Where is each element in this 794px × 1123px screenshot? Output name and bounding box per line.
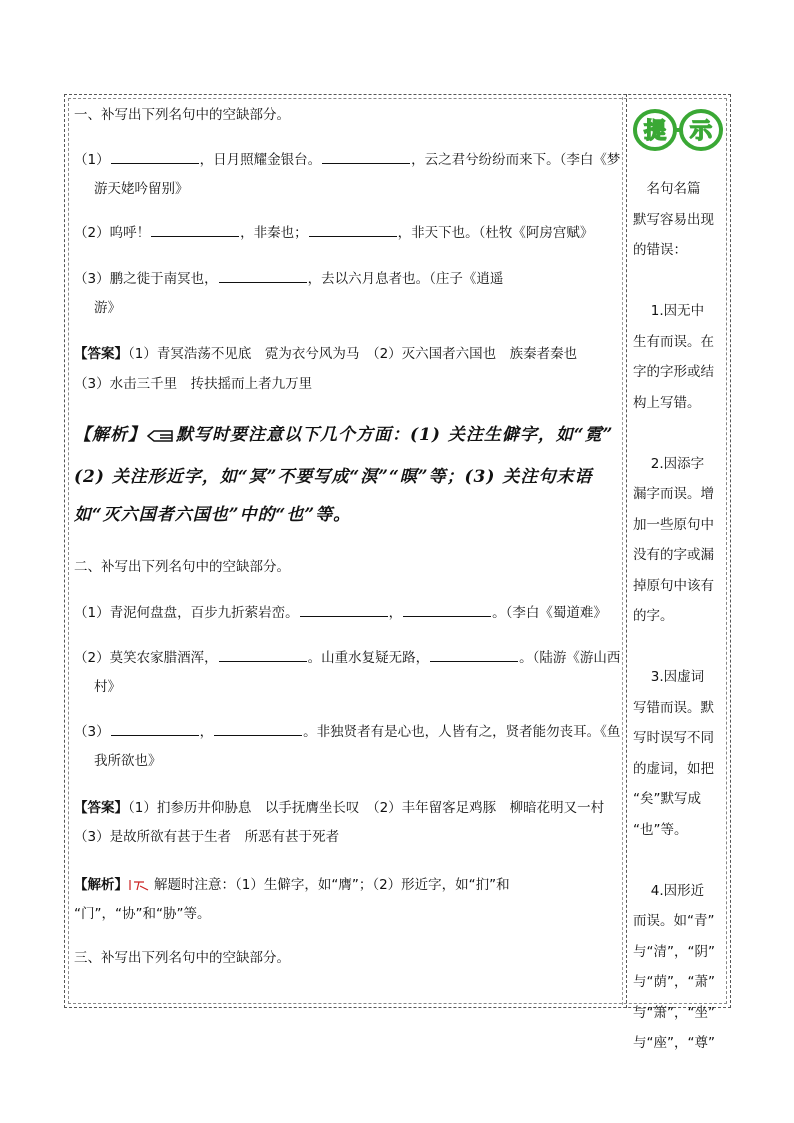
logo-char-1: 提 bbox=[643, 119, 667, 144]
tips-line: 1.因无中 bbox=[633, 303, 705, 319]
s2-answer-cont: （3）是故所欲有甚于生者 所恶有甚于死者 bbox=[74, 829, 340, 845]
tips-line: 而误。如“青” bbox=[633, 913, 715, 929]
tips-line: “也”等。 bbox=[633, 821, 688, 838]
answer-blank[interactable] bbox=[151, 224, 239, 237]
answer-blank[interactable] bbox=[309, 224, 397, 237]
s2-question-3-cont: 我所欲也》 bbox=[94, 753, 162, 769]
s1-question-2: （2）呜呼！ ，非秦也； ，非天下也。（杜牧《阿房宫赋》 bbox=[74, 225, 594, 241]
tips-line: 写错而误。默 bbox=[633, 699, 714, 716]
pointing-hand-icon bbox=[146, 429, 176, 443]
s1-question-1: （1） ，日月照耀金银台。 ，云之君兮纷纷而来下。（李白《梦 bbox=[74, 152, 621, 168]
tips-line: 与“座”，“尊” bbox=[633, 1035, 715, 1051]
tips-line: 的字。 bbox=[633, 608, 674, 624]
analysis-tag: 【解析】 bbox=[74, 425, 146, 445]
s2-question-2: （2）莫笑农家腊酒浑， 。山重水复疑无路， 。（陆游《游山西 bbox=[74, 650, 621, 666]
s2-question-2-cont: 村》 bbox=[94, 679, 121, 695]
answer-blank[interactable] bbox=[111, 151, 199, 164]
answer-blank[interactable] bbox=[219, 270, 307, 283]
s2-analysis: 【解析】 解题时注意：（1）生僻字，如“膺”；（2）形近字，如“扪”和 bbox=[74, 877, 510, 893]
answer-blank[interactable] bbox=[300, 604, 388, 617]
tips-line: 与“荫”，“萧” bbox=[633, 974, 715, 990]
s1-answer: 【答案】（1）青冥浩荡不见底 霓为衣兮风为马 （2）灭六国者六国也 族秦者秦也 bbox=[74, 346, 578, 362]
section-1-title: 一、补写出下列名句中的空缺部分。 bbox=[74, 107, 290, 123]
pen-icon bbox=[128, 878, 154, 892]
s1-question-3-cont: 游》 bbox=[94, 300, 121, 316]
logo-char-2: 示 bbox=[689, 119, 713, 144]
tips-line: 名句名篇 bbox=[633, 181, 701, 197]
answer-blank[interactable] bbox=[219, 649, 307, 662]
tips-line: 字的字形或结 bbox=[633, 364, 714, 380]
tips-line: 构上写错。 bbox=[633, 394, 701, 411]
tips-line: 没有的字或漏 bbox=[633, 547, 714, 563]
answer-tag: 【答案】 bbox=[74, 346, 128, 362]
answer-blank[interactable] bbox=[111, 723, 199, 736]
section-2-title: 二、补写出下列名句中的空缺部分。 bbox=[74, 559, 290, 575]
tips-line: “矣”默写成 bbox=[633, 791, 701, 807]
tips-line: 2.因添字 bbox=[633, 455, 705, 472]
tips-line: 3.因虚词 bbox=[633, 669, 705, 685]
s1-answer-cont: （3）水击三千里 抟扶摇而上者九万里 bbox=[74, 376, 313, 392]
answer-tag: 【答案】 bbox=[74, 800, 128, 816]
tips-line: 与“箫”，“坐” bbox=[633, 1004, 715, 1021]
tips-line: 与“清”，“阴” bbox=[633, 943, 715, 960]
tips-line: 生有而误。在 bbox=[633, 333, 714, 350]
answer-blank[interactable] bbox=[322, 151, 410, 164]
tips-line: 默写容易出现 bbox=[633, 211, 714, 228]
tips-line: 加一些原句中 bbox=[633, 516, 714, 533]
tips-line: 的错误： bbox=[633, 242, 687, 258]
s2-question-3: （3） ， 。非独贤者有是心也，人皆有之，贤者能勿丧耳。《鱼 bbox=[74, 724, 621, 740]
answer-blank[interactable] bbox=[403, 604, 491, 617]
tips-line: 漏字而误。增 bbox=[633, 486, 714, 502]
s2-answer: 【答案】（1）扪参历井仰胁息 以手抚膺坐长叹 （2）丰年留客足鸡豚 柳暗花明又一村 bbox=[74, 800, 605, 816]
tips-line: 写时误写不同 bbox=[633, 730, 714, 746]
tips-line: 掉原句中该有 bbox=[633, 577, 714, 594]
s1-question-3: （3）鹏之徙于南冥也， ，去以六月息者也。（庄子《逍遥 bbox=[74, 271, 504, 287]
answer-blank[interactable] bbox=[214, 723, 302, 736]
s2-analysis-cont: “门”，“协”和“胁”等。 bbox=[74, 906, 211, 922]
tips-logo bbox=[633, 108, 725, 152]
answer-blank[interactable] bbox=[430, 649, 518, 662]
tips-line: 的虚词，如把 bbox=[633, 760, 714, 777]
column-divider-inner bbox=[622, 97, 623, 1005]
analysis-tag: 【解析】 bbox=[74, 877, 128, 893]
column-divider bbox=[626, 94, 627, 1008]
s1-analysis-cont-2: 如“灭六国者六国也”中的“也”等。 bbox=[74, 505, 352, 525]
tips-line: 4.因形近 bbox=[633, 882, 705, 899]
section-3-title: 三、补写出下列名句中的空缺部分。 bbox=[74, 950, 290, 966]
s1-question-1-cont: 游天姥吟留别》 bbox=[94, 181, 189, 197]
s1-analysis-cont-1: (2) 关注形近字，如“冥”不要写成“溟”“暝”等；(3) 关注句末语 bbox=[74, 467, 593, 487]
s2-question-1: （1）青泥何盘盘，百步九折萦岩峦。 ， 。（李白《蜀道难》 bbox=[74, 605, 607, 621]
main-column bbox=[74, 98, 622, 1004]
s1-analysis: 【解析】 默写时要注意以下几个方面：(1) 关注生僻字，如“霓” bbox=[74, 425, 614, 445]
